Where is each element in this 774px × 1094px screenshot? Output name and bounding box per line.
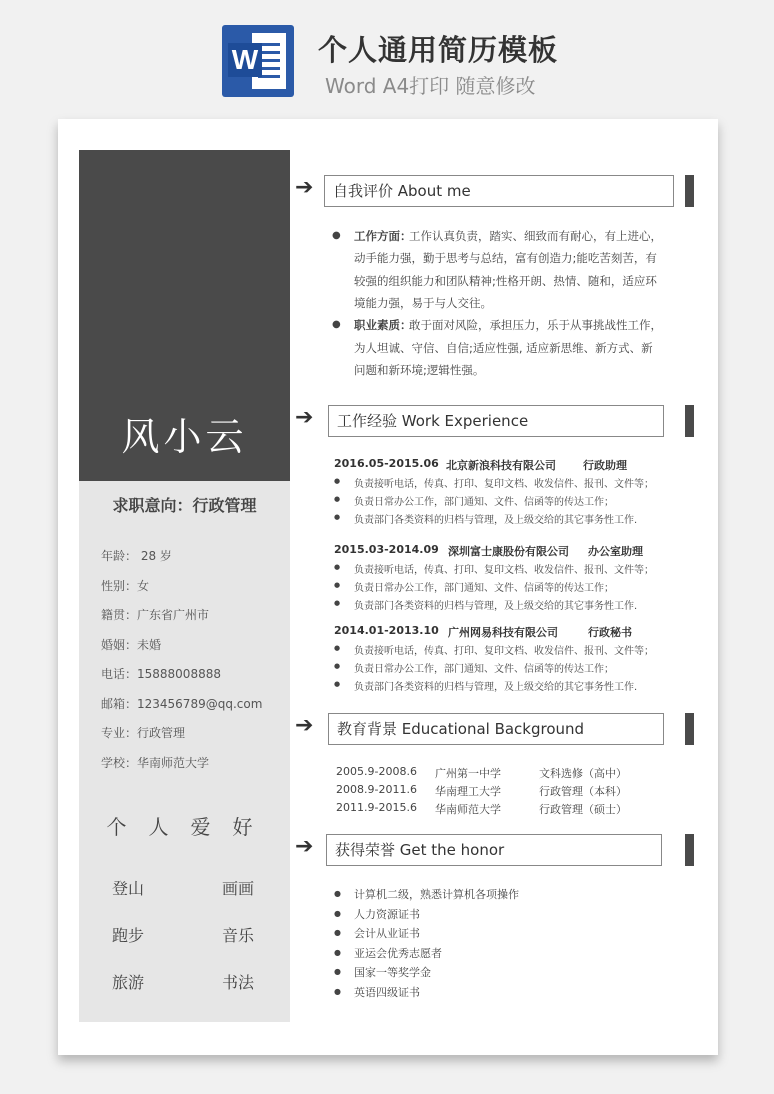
personal-info <box>101 547 262 783</box>
arrow-right-icon: ➔ <box>295 713 314 738</box>
section-about-title: 自我评价 About me <box>324 175 674 207</box>
arrow-right-icon: ➔ <box>295 405 314 430</box>
arrow-right-icon: ➔ <box>295 175 314 200</box>
bullet-icon: ● <box>332 230 341 241</box>
page-title: 个人通用简历模板 <box>318 33 559 67</box>
hobby-item: 登山 <box>112 879 145 898</box>
job-duty: 负责接听电话，传真、打印、复印文档、收发信件、报刊、文件等； <box>354 565 654 576</box>
bullet-icon: ● <box>334 680 341 688</box>
about-work-text: 工作认真负责，踏实、细致而有耐心，有上进心， <box>409 229 662 243</box>
hobby-item: 音乐 <box>222 926 255 945</box>
hobby-item: 书法 <box>222 973 255 992</box>
about-work-label: 工作方面： <box>354 229 412 243</box>
honor-item: 国家一等奖学金 <box>354 966 431 979</box>
hobby-title: 个人爱好 <box>106 815 275 839</box>
bullet-icon: ● <box>334 644 341 652</box>
job-duty: 负责日常办公工作，部门通知、文件、信函等的传达工作； <box>354 497 614 508</box>
info-age: 年龄： 28 岁 <box>101 549 172 563</box>
candidate-name: 风小云 <box>121 415 248 459</box>
bullet-icon: ● <box>332 319 341 330</box>
job-company: 深圳富士康股份有限公司 <box>448 545 569 558</box>
job-intent: 求职意向：行政管理 <box>112 496 257 515</box>
info-school: 学校：华南师范大学 <box>101 755 210 770</box>
about-work-text: 动手能力强，勤于思考与总结，富有创造力;能吃苦刻苦，有 <box>354 251 657 265</box>
arrow-right-icon: ➔ <box>295 834 314 859</box>
info-gender: 性别：女 <box>101 578 150 593</box>
resume-paper <box>58 119 718 1055</box>
honor-item: 亚运会优秀志愿者 <box>354 947 442 960</box>
sidebar-info-panel <box>79 481 290 1022</box>
edu-school: 华南理工大学 <box>435 785 501 798</box>
job-duty: 负责部门各类资料的归档与管理，及上级交给的其它事务性工作. <box>354 515 638 526</box>
page-header <box>0 0 774 110</box>
honor-item: 英语四级证书 <box>354 986 420 999</box>
hobby-item: 画画 <box>222 879 255 898</box>
about-quality-text: 为人坦诚、守信、自信;适应性强, 适应新思维、新方式、新 <box>354 341 653 355</box>
bullet-icon: ● <box>334 987 341 996</box>
honor-item: 会计从业证书 <box>354 927 420 940</box>
word-icon <box>222 25 294 97</box>
section-honor-title: 获得荣誉 Get the honor <box>326 834 662 866</box>
about-work-text: 较强的组织能力和团队精神;性格开朗、热情、随和，适应环 <box>354 274 657 288</box>
job-role: 行政秘书 <box>588 626 632 639</box>
edu-period: 2005.9-2008.6 <box>336 765 417 778</box>
bullet-icon: ● <box>334 662 341 670</box>
sidebar-name-panel <box>79 150 290 481</box>
job-duty: 负责部门各类资料的归档与管理，及上级交给的其它事务性工作. <box>354 601 638 612</box>
word-letter: W <box>228 43 262 77</box>
job-period: 2014.01-2013.10 <box>334 624 439 637</box>
bullet-icon: ● <box>334 495 341 503</box>
hobby-item: 跑步 <box>112 926 145 945</box>
bullet-icon: ● <box>334 477 341 485</box>
bullet-icon: ● <box>334 967 341 976</box>
about-quality-text: 敢于面对风险，承担压力，乐于从事挑战性工作， <box>409 318 662 332</box>
section-bar <box>685 175 694 207</box>
section-bar <box>685 834 694 866</box>
edu-school: 广州第一中学 <box>435 767 501 780</box>
honor-item: 人力资源证书 <box>354 908 420 921</box>
bullet-icon: ● <box>334 889 341 898</box>
honor-item: 计算机二级，熟悉计算机各项操作 <box>354 888 519 901</box>
page-subtitle: Word A4打印 随意修改 <box>325 74 536 98</box>
bullet-icon: ● <box>334 599 341 607</box>
info-email: 邮箱：123456789@qq.com <box>101 696 263 711</box>
edu-period: 2011.9-2015.6 <box>336 801 417 814</box>
job-role: 行政助理 <box>583 459 627 472</box>
info-major: 专业：行政管理 <box>101 726 186 740</box>
bullet-icon: ● <box>334 909 341 918</box>
job-period: 2015.03-2014.09 <box>334 543 439 556</box>
edu-major: 文科选修（高中） <box>539 767 627 780</box>
section-edu-title: 教育背景 Educational Background <box>328 713 664 745</box>
job-period: 2016.05-2015.06 <box>334 457 439 470</box>
edu-major: 行政管理（本科） <box>539 785 627 798</box>
info-hometown: 籍贯：广东省广州市 <box>101 608 210 622</box>
section-work-title: 工作经验 Work Experience <box>328 405 664 437</box>
section-bar <box>685 405 694 437</box>
bullet-icon: ● <box>334 513 341 521</box>
bullet-icon: ● <box>334 563 341 571</box>
about-quality-label: 职业素质： <box>354 318 412 332</box>
hobby-item: 旅游 <box>112 973 145 992</box>
job-role: 办公室助理 <box>588 545 643 558</box>
job-duty: 负责接听电话，传真、打印、复印文档、收发信件、报刊、文件等； <box>354 479 654 490</box>
edu-period: 2008.9-2011.6 <box>336 783 417 796</box>
about-work-text: 境能力强，易于与人交往。 <box>354 296 492 310</box>
job-company: 广州网易科技有限公司 <box>448 626 558 639</box>
job-company: 北京新浪科技有限公司 <box>446 459 556 472</box>
info-phone: 电话：15888008888 <box>101 667 221 681</box>
about-quality-text: 问题和新环境;逻辑性强。 <box>354 363 485 377</box>
bullet-icon: ● <box>334 948 341 957</box>
edu-major: 行政管理（硕士） <box>539 803 627 816</box>
job-duty: 负责部门各类资料的归档与管理，及上级交给的其它事务性工作. <box>354 682 638 693</box>
bullet-icon: ● <box>334 928 341 937</box>
job-duty: 负责接听电话，传真、打印、复印文档、收发信件、报刊、文件等； <box>354 646 654 657</box>
section-bar <box>685 713 694 745</box>
job-duty: 负责日常办公工作，部门通知、文件、信函等的传达工作； <box>354 664 614 675</box>
job-duty: 负责日常办公工作，部门通知、文件、信函等的传达工作； <box>354 583 614 594</box>
info-marital: 婚姻：未婚 <box>101 637 162 652</box>
bullet-icon: ● <box>334 581 341 589</box>
edu-school: 华南师范大学 <box>435 803 501 816</box>
